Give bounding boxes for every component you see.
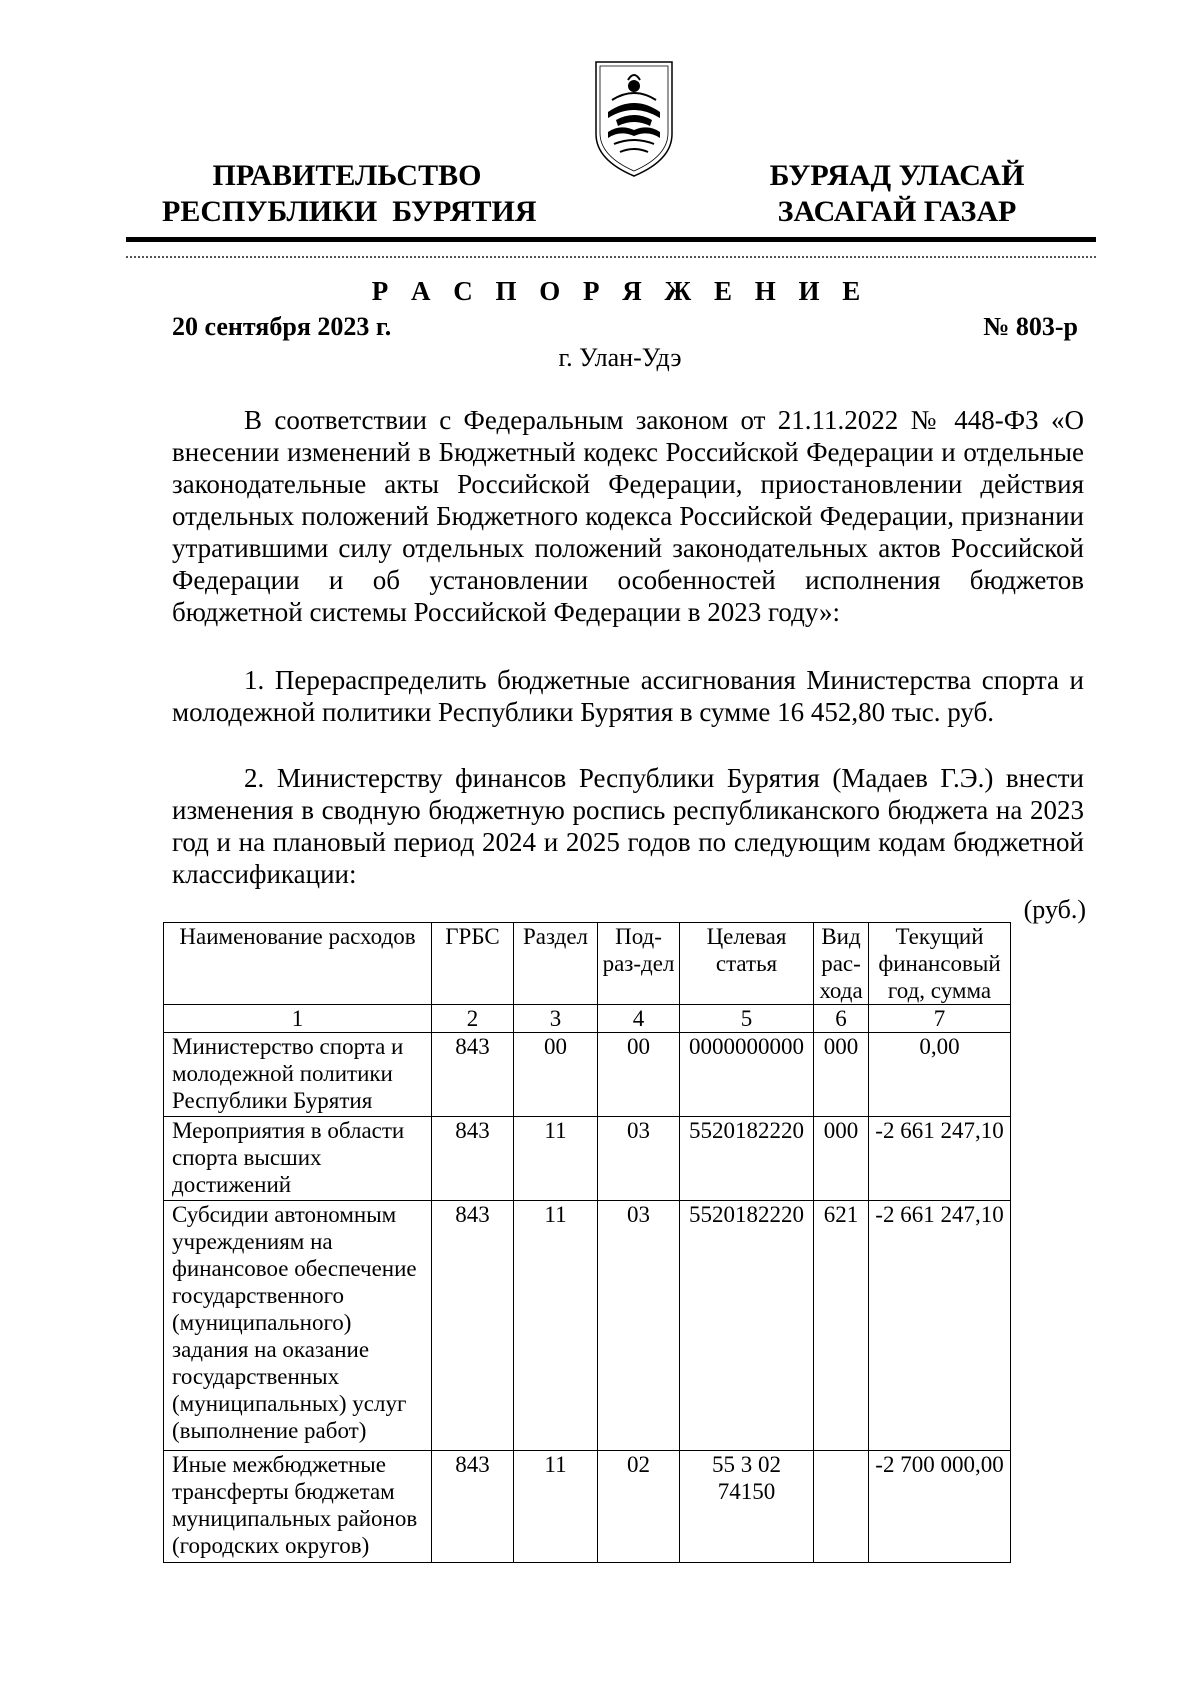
row-amount-cell: -2 661 247,10 <box>869 1117 1011 1201</box>
row-name-cell: Субсидии автономным учреждениям на финансовое обеспечение государственного (муниципального) задания на оказание государственных (муниципальных) услуг (выполнение работ) <box>164 1201 432 1451</box>
document-city: г. Улан-Удэ <box>558 343 682 372</box>
column-number: 5 <box>680 1005 814 1033</box>
budget-table <box>163 922 1011 1563</box>
row-section-cell: 11 <box>514 1201 598 1451</box>
row-grbs-cell: 843 <box>432 1117 514 1201</box>
government-name-line1: ПРАВИТЕЛЬСТВО <box>212 159 482 192</box>
document-date: 20 сентября 2023 г. <box>172 312 392 341</box>
row-grbs-cell: 843 <box>432 1033 514 1117</box>
row-subsection-cell: 03 <box>598 1117 680 1201</box>
table-row <box>164 1117 1011 1201</box>
row-amount-cell: -2 700 000,00 <box>869 1451 1011 1563</box>
clause-1-paragraph: 1. Перераспределить бюджетные ассигнования Министерства спорта и молодежной политики Республики Бурятия в сумме 16 452,80 тыс. руб. <box>172 665 1084 727</box>
preamble-paragraph: В соответствии с Федеральным законом от 21.11.2022 № 448-ФЗ «О внесении изменений в Бюджетный кодекс Российской Федерации и отдельные законодательные акты Российской Федерации, приостановлении действия отдельных положений Бюджетного кодекса Российской Федерации, признании утратившими силу отдельных положений законодательных актов Российской Федерации и об установлении особенностей исполнения бюджетов бюджетной системы Российской Федерации в 2023 году»: <box>172 405 1084 627</box>
header-cell-subsection: Под-раз-дел <box>598 923 680 1005</box>
government-name-russian <box>162 158 537 230</box>
table-row <box>164 1033 1011 1117</box>
row-subsection-cell: 00 <box>598 1033 680 1117</box>
table-unit-label: (руб.) <box>1023 895 1086 924</box>
row-grbs-cell: 843 <box>432 1201 514 1451</box>
header-cell-target-item: Целевая статья <box>680 923 814 1005</box>
row-target-item-cell: 0000000000 <box>680 1033 814 1117</box>
row-subsection-cell: 03 <box>598 1201 680 1451</box>
row-expense-type-cell: 000 <box>814 1117 869 1201</box>
row-expense-type-cell: 621 <box>814 1201 869 1451</box>
row-target-item-cell: 5520182220 <box>680 1117 814 1201</box>
header-cell-name: Наименование расходов <box>164 923 432 1005</box>
row-target-item-cell: 5520182220 <box>680 1201 814 1451</box>
row-name-cell: Иные межбюджетные трансферты бюджетам муниципальных районов (городских округов) <box>164 1451 432 1563</box>
table-row <box>164 1451 1011 1563</box>
row-target-item-cell: 55 3 02 74150 <box>680 1451 814 1563</box>
header-cell-grbs: ГРБС <box>432 923 514 1005</box>
row-amount-cell: -2 661 247,10 <box>869 1201 1011 1451</box>
row-expense-type-cell: 000 <box>814 1033 869 1117</box>
coat-of-arms-icon <box>590 56 678 180</box>
header-divider-thin <box>126 256 1096 258</box>
row-subsection-cell: 02 <box>598 1451 680 1563</box>
header-cell-section: Раздел <box>514 923 598 1005</box>
column-number: 2 <box>432 1005 514 1033</box>
column-number: 4 <box>598 1005 680 1033</box>
row-expense-type-cell <box>814 1451 869 1563</box>
table-header-row <box>164 923 1011 1005</box>
row-name-cell: Мероприятия в области спорта высших достижений <box>164 1117 432 1201</box>
row-section-cell: 00 <box>514 1033 598 1117</box>
column-number: 3 <box>514 1005 598 1033</box>
row-name-cell: Министерство спорта и молодежной политики Республики Бурятия <box>164 1033 432 1117</box>
document-number: № 803-р <box>983 312 1078 341</box>
table-column-numbers-row <box>164 1005 1011 1033</box>
column-number: 6 <box>814 1005 869 1033</box>
column-number: 1 <box>164 1005 432 1033</box>
government-name-line2: РЕСПУБЛИКИ БУРЯТИЯ <box>162 195 537 228</box>
government-name-buryat <box>752 158 1042 230</box>
document-title: Р А С П О Р Я Ж Е Н И Е <box>371 276 869 306</box>
header-cell-expense-type: Вид рас-хода <box>814 923 869 1005</box>
header-cell-amount: Текущий финансовый год, сумма <box>869 923 1011 1005</box>
row-grbs-cell: 843 <box>432 1451 514 1563</box>
table-row <box>164 1201 1011 1451</box>
government-name-buryat-line2: ЗАСАГАЙ ГАЗАР <box>777 195 1017 228</box>
column-number: 7 <box>869 1005 1011 1033</box>
clause-2-paragraph: 2. Министерству финансов Республики Бурятия (Мадаев Г.Э.) внести изменения в сводную бюджетную роспись республиканского бюджета на 2023 год и на плановый период 2024 и 2025 годов по следующим кодам бюджетной классификации: <box>172 763 1084 889</box>
government-name-buryat-line1: БУРЯАД УЛАСАЙ <box>769 159 1025 192</box>
row-section-cell: 11 <box>514 1117 598 1201</box>
row-section-cell: 11 <box>514 1451 598 1563</box>
header-divider-thick <box>126 237 1096 242</box>
row-amount-cell: 0,00 <box>869 1033 1011 1117</box>
